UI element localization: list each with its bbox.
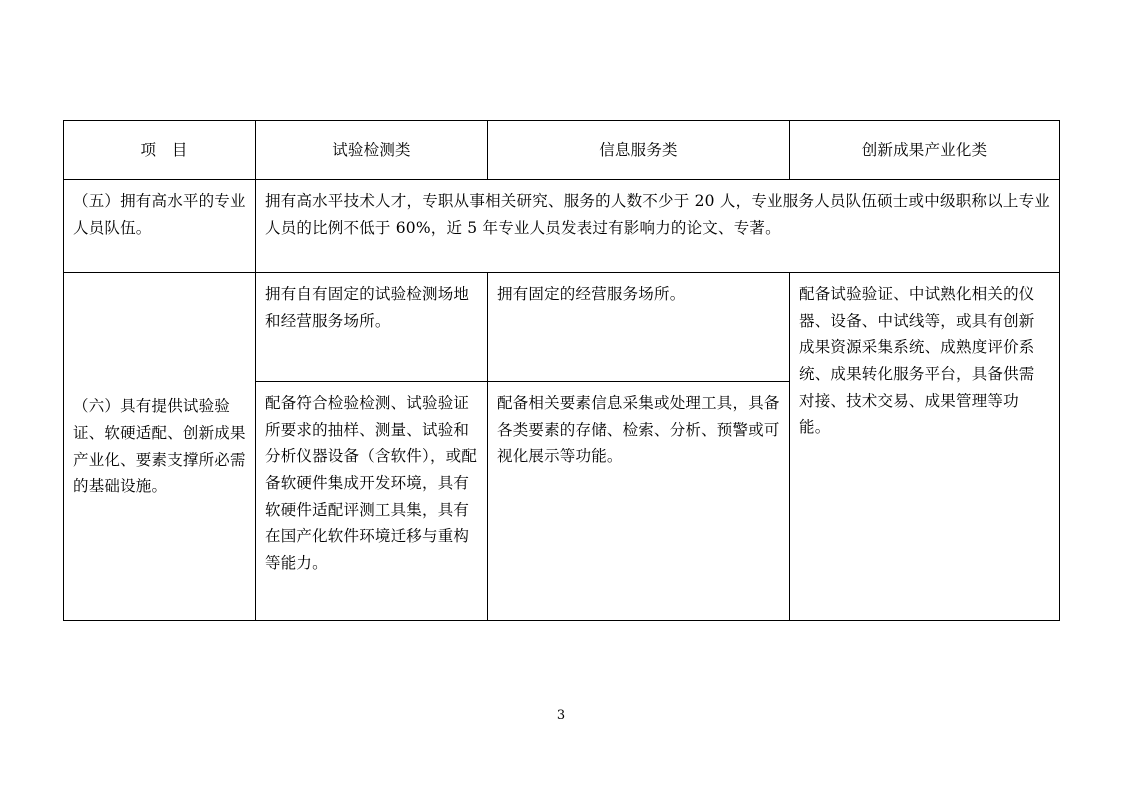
table-header-innovation: 创新成果产业化类 <box>790 121 1060 180</box>
row-six-b-info: 配备相关要素信息采集或处理工具，具备各类要素的存储、检索、分析、预警或可视化展示等功能。 <box>488 382 790 621</box>
row-six-b-test: 配备符合检验检测、试验验证所要求的抽样、测量、试验和分析仪器设备（含软件），或配备软硬件集成开发环境，具有软硬件适配评测工具集，具有在国产化软件环境迁移与重构等能力。 <box>256 382 488 621</box>
table-row <box>64 273 1060 382</box>
table-header-row <box>64 121 1060 180</box>
row-six-a-info: 拥有固定的经营服务场所。 <box>488 273 790 382</box>
table-header-info: 信息服务类 <box>488 121 790 180</box>
page-number: 3 <box>556 708 566 723</box>
table-header-test: 试验检测类 <box>256 121 488 180</box>
row-item-five: （五）拥有高水平的专业人员队伍。 <box>64 180 256 273</box>
row-six-innovation: 配备试验验证、中试熟化相关的仪器、设备、中试线等，或具有创新成果资源采集系统、成熟度评价系统、成果转化服务平台，具备供需对接、技术交易、成果管理等功能。 <box>790 273 1060 621</box>
table-header-item: 项 目 <box>64 121 256 180</box>
table-row <box>64 180 1060 273</box>
row-five-merged-content: 拥有高水平技术人才，专职从事相关研究、服务的人数不少于 20 人，专业服务人员队伍硕士或中级职称以上专业人员的比例不低于 60%，近 5 年专业人员发表过有影响力的论文、专著。 <box>256 180 1060 273</box>
row-item-six: （六）具有提供试验验证、软硬适配、创新成果产业化、要素支撑所必需的基础设施。 <box>64 273 256 621</box>
row-six-a-test: 拥有自有固定的试验检测场地和经营服务场所。 <box>256 273 488 382</box>
requirements-table <box>63 120 1060 621</box>
